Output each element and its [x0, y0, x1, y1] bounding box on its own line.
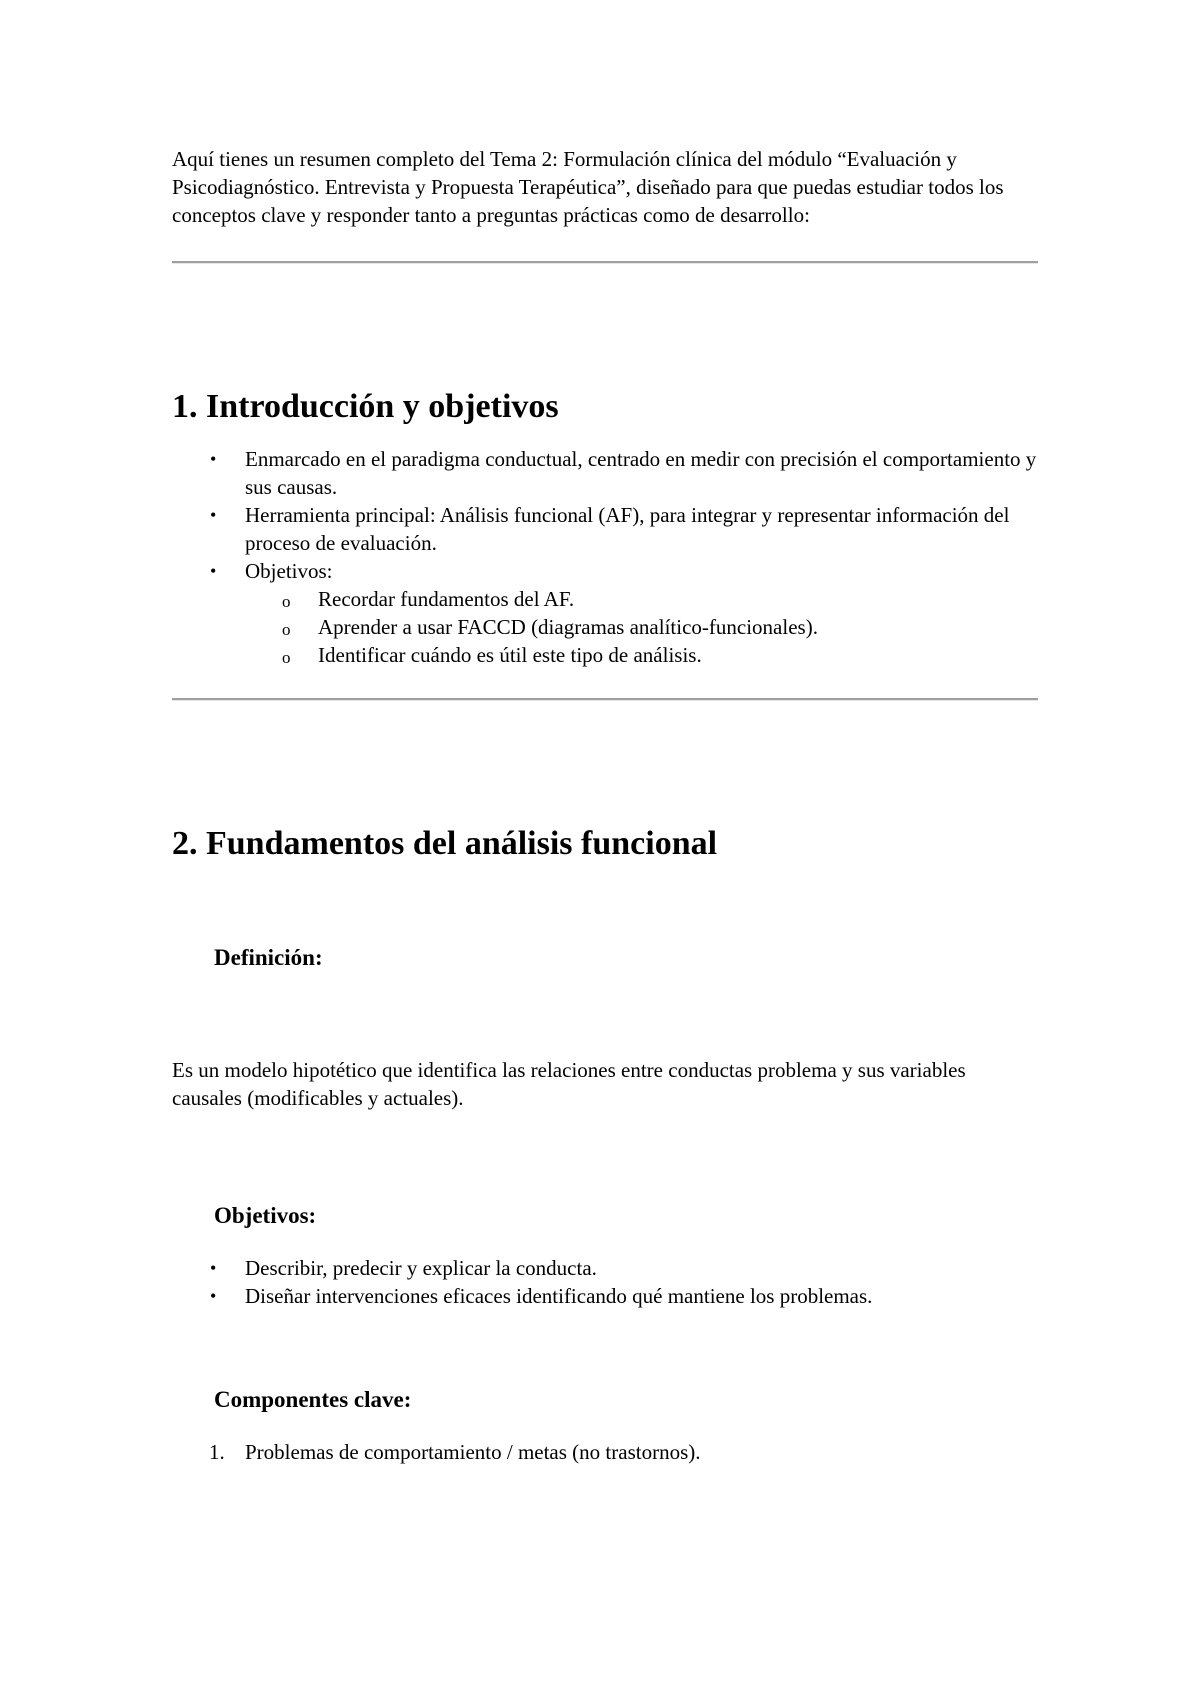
list-item [172, 1282, 1038, 1310]
section-2-heading: 2. Fundamentos del análisis funcional [172, 825, 718, 862]
number-marker: 1. [209, 1440, 225, 1464]
section-1-bullet-list [172, 445, 1038, 669]
sub-list-item [245, 613, 1038, 641]
horizontal-divider [172, 261, 1038, 264]
section-2-objectives-list [172, 1254, 1038, 1310]
list-item [172, 1254, 1038, 1282]
sub-bullet-marker: o [282, 620, 291, 639]
sub-list-item [245, 585, 1038, 613]
bullet-marker: • [210, 1258, 217, 1278]
list-item-text: Problemas de comportamiento / metas (no trastornos). [245, 1440, 701, 1464]
list-item [172, 445, 1038, 501]
list-item-text: Enmarcado en el paradigma conductual, centrado en medir con precisión el comportamiento y sus causas. [245, 447, 1037, 499]
intro-paragraph: Aquí tienes un resumen completo del Tema 2: Formulación clínica del módulo “Evaluación y Psicodiagnóstico. Entrevista y Propuesta Terapéutica”, diseñado para que puedas estudiar todos los conceptos clave y responder tanto a preguntas prácticas como de desarrollo: [172, 147, 1004, 227]
objectives-heading: Objetivos: [214, 1203, 317, 1228]
list-item-text: Diseñar intervenciones eficaces identificando qué mantiene los problemas. [245, 1284, 873, 1308]
list-item-text: Describir, predecir y explicar la conducta. [245, 1256, 597, 1280]
sub-bullet-marker: o [282, 648, 291, 667]
sub-list-item-text: Identificar cuándo es útil este tipo de análisis. [318, 643, 702, 667]
sub-list-item [245, 641, 1038, 669]
bullet-marker: • [210, 449, 217, 469]
definition-heading: Definición: [214, 945, 323, 970]
sub-bullet-marker: o [282, 592, 291, 611]
definition-paragraph: Es un modelo hipotético que identifica las relaciones entre conductas problema y sus variables causales (modificables y actuales). [172, 1058, 966, 1110]
list-item-text: Herramienta principal: Análisis funcional (AF), para integrar y representar información del proceso de evaluación. [245, 503, 1010, 555]
bullet-marker: • [210, 561, 217, 581]
list-item [172, 501, 1038, 557]
list-item [172, 1438, 1038, 1466]
list-item [172, 557, 1038, 669]
sub-list-item-text: Aprender a usar FACCD (diagramas analítico-funcionales). [318, 615, 818, 639]
document-page [172, 145, 1038, 1466]
list-item-text: Objetivos: [245, 559, 333, 583]
section-1-heading: 1. Introducción y objetivos [172, 388, 559, 425]
components-heading: Componentes clave: [214, 1387, 412, 1412]
bullet-marker: • [210, 505, 217, 525]
sub-list-item-text: Recordar fundamentos del AF. [318, 587, 575, 611]
horizontal-divider [172, 698, 1038, 701]
components-numbered-list [172, 1438, 1038, 1466]
bullet-marker: • [210, 1286, 217, 1306]
objectives-sub-list [245, 585, 1038, 669]
